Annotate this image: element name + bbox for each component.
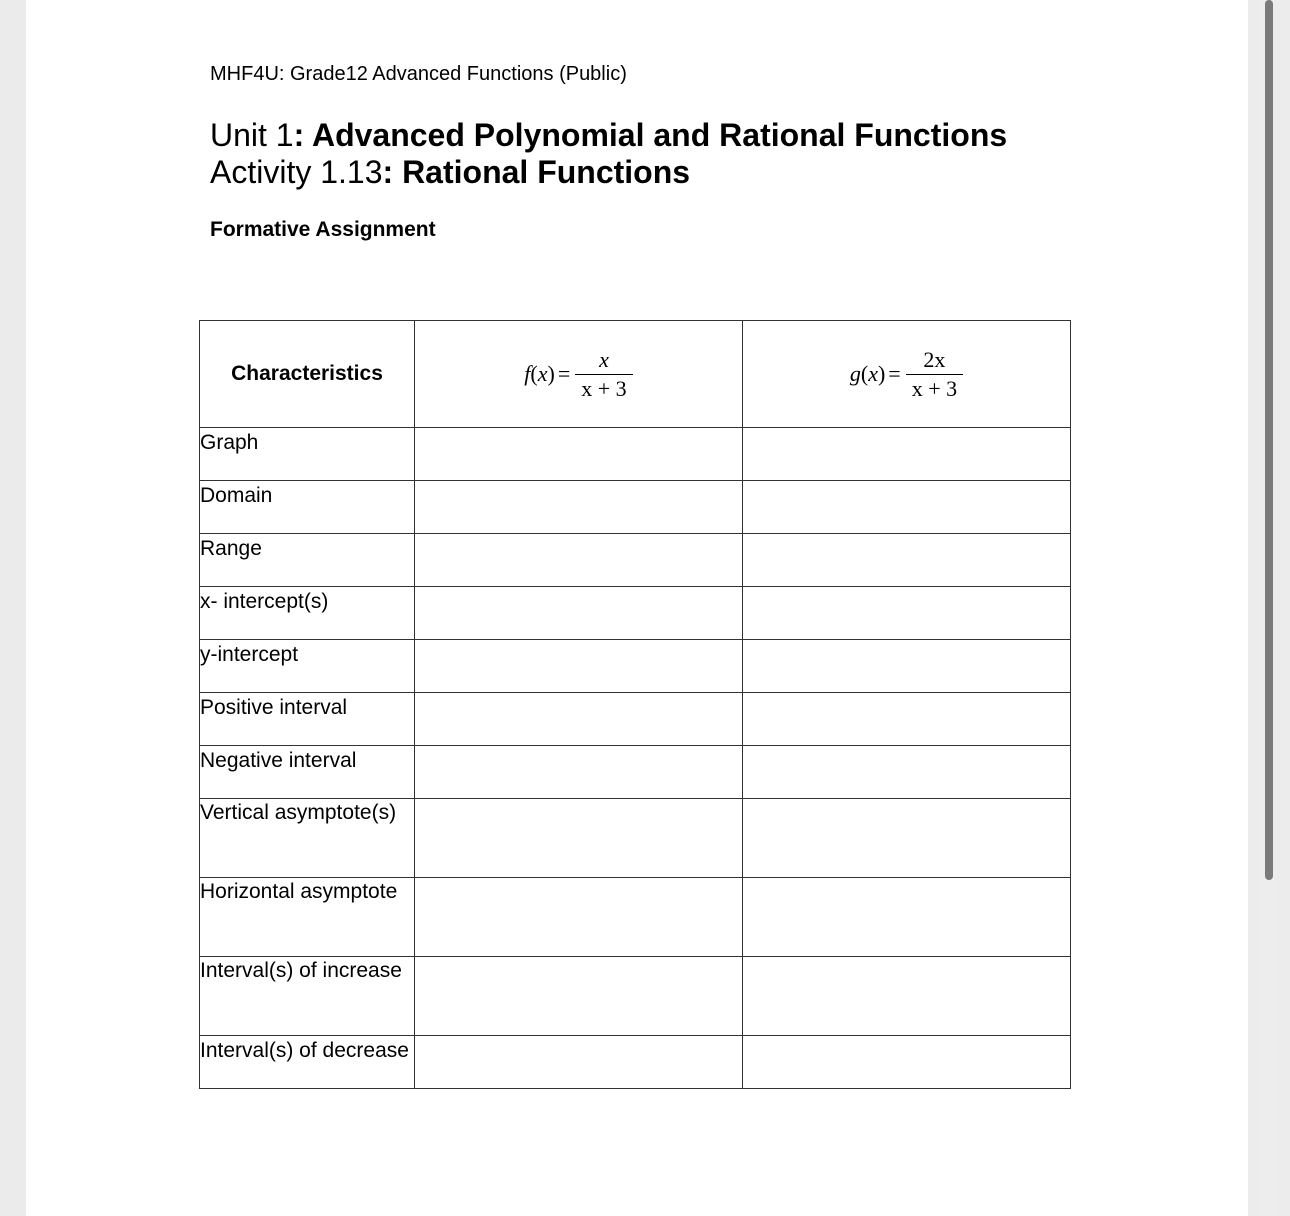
table-row (200, 878, 1071, 957)
function-f-denominator: x + 3 (575, 374, 632, 401)
table-row (200, 534, 1071, 587)
answer-cell-g-negative-interval[interactable] (743, 746, 1071, 799)
assignment-subtitle: Formative Assignment (210, 218, 436, 241)
table-row (200, 640, 1071, 693)
row-label-horizontal-asymptote: Horizontal asymptote (200, 878, 415, 957)
answer-cell-f-positive-interval[interactable] (415, 693, 743, 746)
scrollbar-thumb[interactable] (1265, 0, 1273, 880)
activity-title (210, 154, 690, 190)
answer-cell-f-intervals-decrease[interactable] (415, 1036, 743, 1089)
unit-name: Advanced Polynomial and Rational Functions (304, 117, 1008, 153)
function-g-denominator: x + 3 (906, 374, 963, 401)
answer-cell-f-range[interactable] (415, 534, 743, 587)
answer-cell-g-y-intercept[interactable] (743, 640, 1071, 693)
answer-cell-f-negative-interval[interactable] (415, 746, 743, 799)
function-g-header (743, 321, 1071, 428)
table-row (200, 957, 1071, 1036)
answer-cell-g-domain[interactable] (743, 481, 1071, 534)
function-f-numerator: x (599, 346, 609, 372)
row-label-negative-interval: Negative interval (200, 746, 415, 799)
activity-name: Rational Functions (393, 154, 691, 190)
answer-cell-f-y-intercept[interactable] (415, 640, 743, 693)
function-g-formula: g(x) = $\frac{2x}{x + 3}$ (850, 348, 963, 401)
answer-cell-g-vertical-asymptotes[interactable] (743, 799, 1071, 878)
table-row (200, 587, 1071, 640)
answer-cell-f-horizontal-asymptote[interactable] (415, 878, 743, 957)
row-label-domain: Domain (200, 481, 415, 534)
answer-cell-g-intervals-increase[interactable] (743, 957, 1071, 1036)
table-row (200, 428, 1071, 481)
answer-cell-g-intervals-decrease[interactable] (743, 1036, 1071, 1089)
row-label-vertical-asymptotes: Vertical asymptote(s) (200, 799, 415, 878)
activity-prefix: Activity 1.13 (210, 154, 383, 190)
function-g-var: x (868, 361, 878, 386)
function-f-var: x (537, 361, 548, 386)
function-f-name: f (524, 361, 531, 386)
answer-cell-g-horizontal-asymptote[interactable] (743, 878, 1071, 957)
row-label-x-intercepts: x- intercept(s) (200, 587, 415, 640)
answer-cell-g-positive-interval[interactable] (743, 693, 1071, 746)
table-row (200, 1036, 1071, 1089)
unit-prefix: Unit 1 (210, 117, 294, 153)
table-row (200, 481, 1071, 534)
unit-colon: : (293, 117, 305, 153)
function-f-formula: f(x) = $\frac{x}{x + 3}$ (524, 348, 632, 401)
answer-cell-f-graph[interactable] (415, 428, 743, 481)
row-label-positive-interval: Positive interval (200, 693, 415, 746)
course-header: MHF4U: Grade12 Advanced Functions (Public) (210, 63, 627, 85)
row-label-range: Range (200, 534, 415, 587)
function-g-name: g (849, 361, 861, 386)
characteristics-table (199, 320, 1071, 1089)
answer-cell-g-range[interactable] (743, 534, 1071, 587)
function-g-numerator: 2x (923, 346, 946, 372)
table-row (200, 746, 1071, 799)
row-label-y-intercept: y-intercept (200, 640, 415, 693)
function-f-header (415, 321, 743, 428)
answer-cell-f-x-intercepts[interactable] (415, 587, 743, 640)
row-label-graph: Graph (200, 428, 415, 481)
activity-colon: : (382, 154, 394, 190)
answer-cell-f-vertical-asymptotes[interactable] (415, 799, 743, 878)
table-row (200, 693, 1071, 746)
characteristics-header: Characteristics (200, 321, 415, 428)
answer-cell-f-intervals-increase[interactable] (415, 957, 743, 1036)
answer-cell-g-x-intercepts[interactable] (743, 587, 1071, 640)
row-label-intervals-increase: Interval(s) of increase (200, 957, 415, 1036)
function-g-fraction (906, 348, 963, 401)
table-header-row (200, 321, 1071, 428)
answer-cell-g-graph[interactable] (743, 428, 1071, 481)
table-row (200, 799, 1071, 878)
function-f-fraction (575, 348, 632, 401)
answer-cell-f-domain[interactable] (415, 481, 743, 534)
left-gutter (0, 0, 26, 1216)
row-label-intervals-decrease: Interval(s) of decrease (200, 1036, 415, 1089)
unit-title (210, 117, 1007, 153)
